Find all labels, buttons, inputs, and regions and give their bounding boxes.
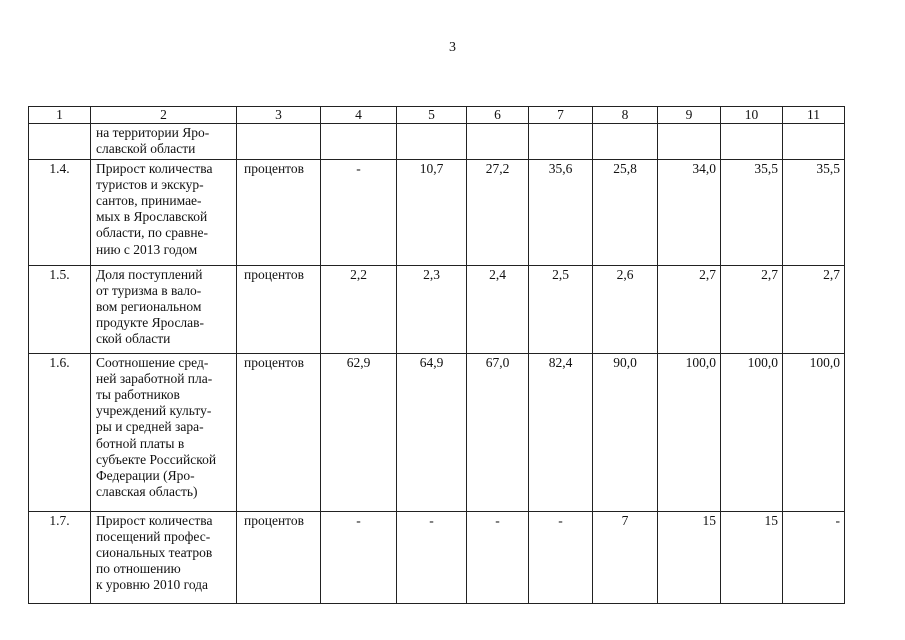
indicator-name-line: к уровню 2010 года bbox=[96, 577, 209, 593]
value-cell-col-6: 67,0 bbox=[467, 353, 529, 511]
indicator-name-cell bbox=[91, 511, 237, 603]
indicator-name-line: Доля поступлений bbox=[96, 266, 203, 282]
header-cell: 8 bbox=[593, 107, 658, 124]
value-cell-col-5: 64,9 bbox=[397, 353, 467, 511]
value-cell-col-8: 90,0 bbox=[593, 353, 658, 511]
value-cell-col-10: 15 bbox=[721, 511, 783, 603]
indicator-name-cell bbox=[91, 124, 237, 159]
value-cell-col-11: 100,0 bbox=[783, 353, 845, 511]
unit-cell: процентов bbox=[237, 265, 321, 353]
indicator-name-line: ней заработной пла- bbox=[96, 370, 213, 386]
indicator-name-line: сиональных театров bbox=[96, 545, 213, 561]
header-cell: 5 bbox=[397, 107, 467, 124]
indicator-name-cell bbox=[91, 159, 237, 265]
value-cell-col-7 bbox=[529, 124, 593, 159]
header-cell: 2 bbox=[91, 107, 237, 124]
value-cell-col-4: 62,9 bbox=[321, 353, 397, 511]
row-number-cell bbox=[29, 124, 91, 159]
value-cell-col-10: 100,0 bbox=[721, 353, 783, 511]
indicator-name-line: от туризма в вало- bbox=[96, 282, 202, 298]
header-cell: 11 bbox=[783, 107, 845, 124]
header-cell: 1 bbox=[29, 107, 91, 124]
indicator-name-line: субъекте Российской bbox=[96, 451, 217, 467]
value-cell-col-11: 2,7 bbox=[783, 265, 845, 353]
indicator-name-line: мых в Ярославской bbox=[96, 209, 208, 225]
value-cell-col-10 bbox=[721, 124, 783, 159]
value-cell-col-9: 2,7 bbox=[658, 265, 721, 353]
value-cell-col-4: - bbox=[321, 511, 397, 603]
value-cell-col-9: 34,0 bbox=[658, 159, 721, 265]
value-cell-col-11: 35,5 bbox=[783, 159, 845, 265]
unit-cell: процентов bbox=[237, 511, 321, 603]
table-row bbox=[29, 124, 845, 159]
indicator-name-line: нию с 2013 годом bbox=[96, 241, 198, 257]
value-cell-col-7: - bbox=[529, 511, 593, 603]
indicator-name-cell bbox=[91, 265, 237, 353]
indicator-name-line: Прирост количества bbox=[96, 160, 213, 176]
indicator-name-line: ской области bbox=[96, 331, 171, 347]
row-number-cell: 1.5. bbox=[29, 265, 91, 353]
value-cell-col-6: 2,4 bbox=[467, 265, 529, 353]
indicator-name-line: ры и средней зара- bbox=[96, 419, 204, 435]
value-cell-col-11 bbox=[783, 124, 845, 159]
indicator-name-line: ты работников bbox=[96, 387, 180, 403]
header-cell: 3 bbox=[237, 107, 321, 124]
value-cell-col-9: 100,0 bbox=[658, 353, 721, 511]
indicator-name-line: по отношению bbox=[96, 561, 181, 577]
value-cell-col-6: 27,2 bbox=[467, 159, 529, 265]
value-cell-col-10: 2,7 bbox=[721, 265, 783, 353]
indicators-table bbox=[28, 106, 845, 604]
value-cell-col-4: - bbox=[321, 159, 397, 265]
indicator-name-line: ботной платы в bbox=[96, 435, 185, 451]
value-cell-col-7: 82,4 bbox=[529, 353, 593, 511]
unit-cell bbox=[237, 124, 321, 159]
indicator-name-line: на территории Яро- bbox=[96, 125, 210, 141]
indicator-name-cell bbox=[91, 353, 237, 511]
header-cell: 7 bbox=[529, 107, 593, 124]
header-cell: 6 bbox=[467, 107, 529, 124]
header-cell: 9 bbox=[658, 107, 721, 124]
row-number-cell: 1.6. bbox=[29, 353, 91, 511]
value-cell-col-5 bbox=[397, 124, 467, 159]
value-cell-col-6: - bbox=[467, 511, 529, 603]
value-cell-col-10: 35,5 bbox=[721, 159, 783, 265]
row-number-cell: 1.4. bbox=[29, 159, 91, 265]
indicator-name-line: посещений профес- bbox=[96, 528, 211, 544]
value-cell-col-5: 10,7 bbox=[397, 159, 467, 265]
value-cell-col-8 bbox=[593, 124, 658, 159]
indicator-name-line: учреждений культу- bbox=[96, 403, 212, 419]
table-row bbox=[29, 353, 845, 511]
table-header-row bbox=[29, 107, 845, 124]
unit-cell: процентов bbox=[237, 353, 321, 511]
indicator-name-line: сантов, принимае- bbox=[96, 193, 202, 209]
value-cell-col-5: 2,3 bbox=[397, 265, 467, 353]
header-cell: 10 bbox=[721, 107, 783, 124]
header-cell: 4 bbox=[321, 107, 397, 124]
value-cell-col-7: 35,6 bbox=[529, 159, 593, 265]
value-cell-col-6 bbox=[467, 124, 529, 159]
indicator-name-line: славская область) bbox=[96, 484, 198, 500]
value-cell-col-11: - bbox=[783, 511, 845, 603]
indicator-name-line: Соотношение сред- bbox=[96, 354, 209, 370]
indicator-name-line: Федерации (Яро- bbox=[96, 468, 195, 484]
indicator-name-line: вом региональном bbox=[96, 299, 202, 315]
value-cell-col-8: 7 bbox=[593, 511, 658, 603]
value-cell-col-5: - bbox=[397, 511, 467, 603]
unit-cell: процентов bbox=[237, 159, 321, 265]
indicator-name-line: славской области bbox=[96, 141, 196, 157]
page-number: 3 bbox=[449, 40, 456, 55]
table-row bbox=[29, 159, 845, 265]
value-cell-col-7: 2,5 bbox=[529, 265, 593, 353]
value-cell-col-8: 25,8 bbox=[593, 159, 658, 265]
indicator-name-line: Прирост количества bbox=[96, 512, 213, 528]
value-cell-col-9 bbox=[658, 124, 721, 159]
table-row bbox=[29, 511, 845, 603]
row-number-cell: 1.7. bbox=[29, 511, 91, 603]
value-cell-col-4 bbox=[321, 124, 397, 159]
indicator-name-line: туристов и экскур- bbox=[96, 176, 204, 192]
indicator-name-line: продукте Ярослав- bbox=[96, 315, 205, 331]
indicator-name-line: области, по сравне- bbox=[96, 225, 209, 241]
value-cell-col-4: 2,2 bbox=[321, 265, 397, 353]
value-cell-col-9: 15 bbox=[658, 511, 721, 603]
table-row bbox=[29, 265, 845, 353]
value-cell-col-8: 2,6 bbox=[593, 265, 658, 353]
